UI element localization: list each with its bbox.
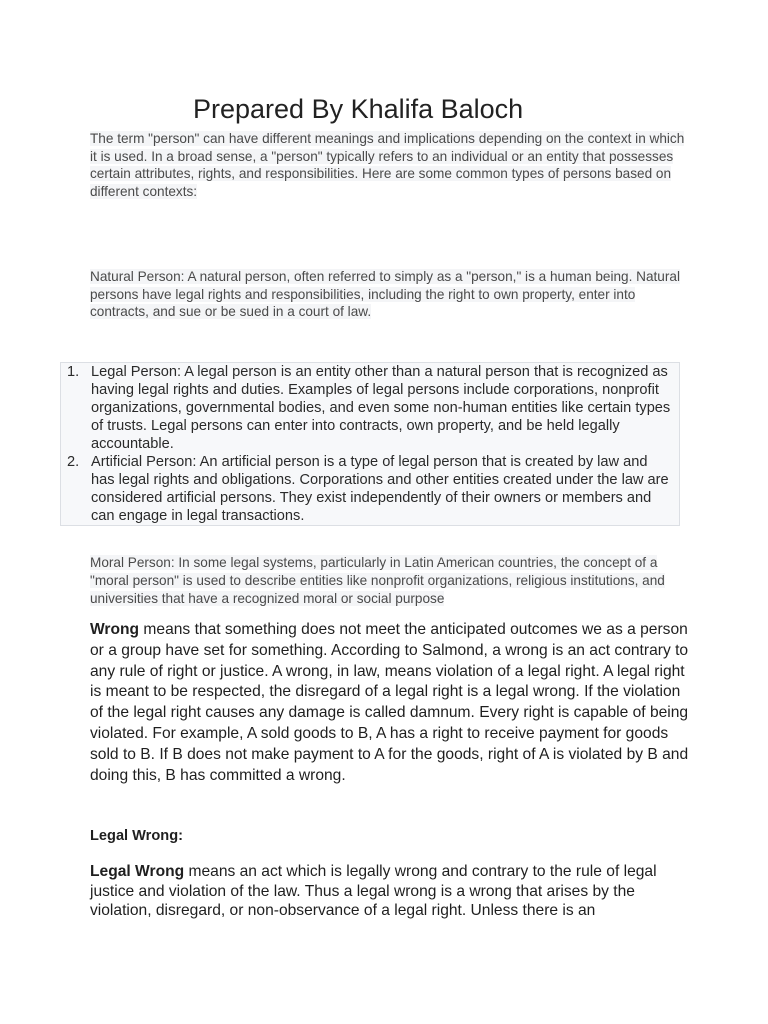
legal-wrong-term: Legal Wrong (90, 863, 185, 880)
legal-wrong-paragraph (90, 862, 690, 921)
list-item-text: Artificial Person: An artificial person is a type of legal person that is created by law and has legal rights and obligations. Corporations and other entities created under the law are considered artificial persons. They exist independently of their owners or members and can engage in legal transactions. (91, 454, 669, 524)
list-item-text: Legal Person: A legal person is an entity other than a natural person that is recognized as having legal rights and duties. Examples of legal persons include corporations, nonprofit organizations, governmental bodies, and even some non-human entities like certain types of trusts. Legal persons can enter into contracts, own property, and be held legally accountable. (91, 364, 671, 452)
page-title: Prepared By Khalifa Baloch (193, 94, 524, 124)
wrong-paragraph (90, 620, 690, 786)
moral-person-text: Moral Person: In some legal systems, particularly in Latin American countries, the concept of a "moral person" is used to describe entities like nonprofit organizations, religious institutions, and universities that have a recognized moral or social purpose (90, 555, 665, 606)
list-item (61, 363, 679, 453)
legal-wrong-text: means an act which is legally wrong and contrary to the rule of legal justice and violation of the law. Thus a legal wrong is a wrong that arises by the violation, disregard, or non-observance of a legal right. Unless there is an (90, 863, 657, 919)
natural-person-text: Natural Person: A natural person, often referred to simply as a "person," is a human being. Natural persons have legal rights and responsibilities, including the right to own property, enter into contracts, and sue or be sued in a court of law. (90, 269, 680, 319)
list-item (61, 453, 679, 525)
intro-paragraph (90, 130, 690, 200)
list-item-number: 1. (67, 364, 80, 380)
legal-wrong-heading: Legal Wrong: (90, 828, 183, 844)
person-types-list (60, 362, 680, 526)
wrong-text: means that something does not meet the anticipated outcomes we as a person or a group have set for something. According to Salmond, a wrong is an act contrary to any rule of right or justice. A wrong, in law, means violation of a legal right. A legal right is meant to be respected, the disregard of a legal right is a legal wrong. If the violation of the legal right causes any damage is called damnum. Every right is capable of being violated. For example, A sold goods to B, A has a right to receive payment for goods sold to B. If B does not make payment to A for the goods, right of A is violated by B and doing this, B has committed a wrong. (90, 621, 689, 784)
natural-person-paragraph (90, 268, 690, 321)
intro-text: The term "person" can have different meanings and implications depending on the context in which it is used. In a broad sense, a "person" typically refers to an individual or an entity that possesses certain attributes, rights, and responsibilities. Here are some common types of persons based on different contexts: (90, 131, 685, 199)
wrong-term: Wrong (90, 621, 140, 638)
moral-person-paragraph (90, 554, 690, 608)
list-item-number: 2. (67, 454, 80, 470)
